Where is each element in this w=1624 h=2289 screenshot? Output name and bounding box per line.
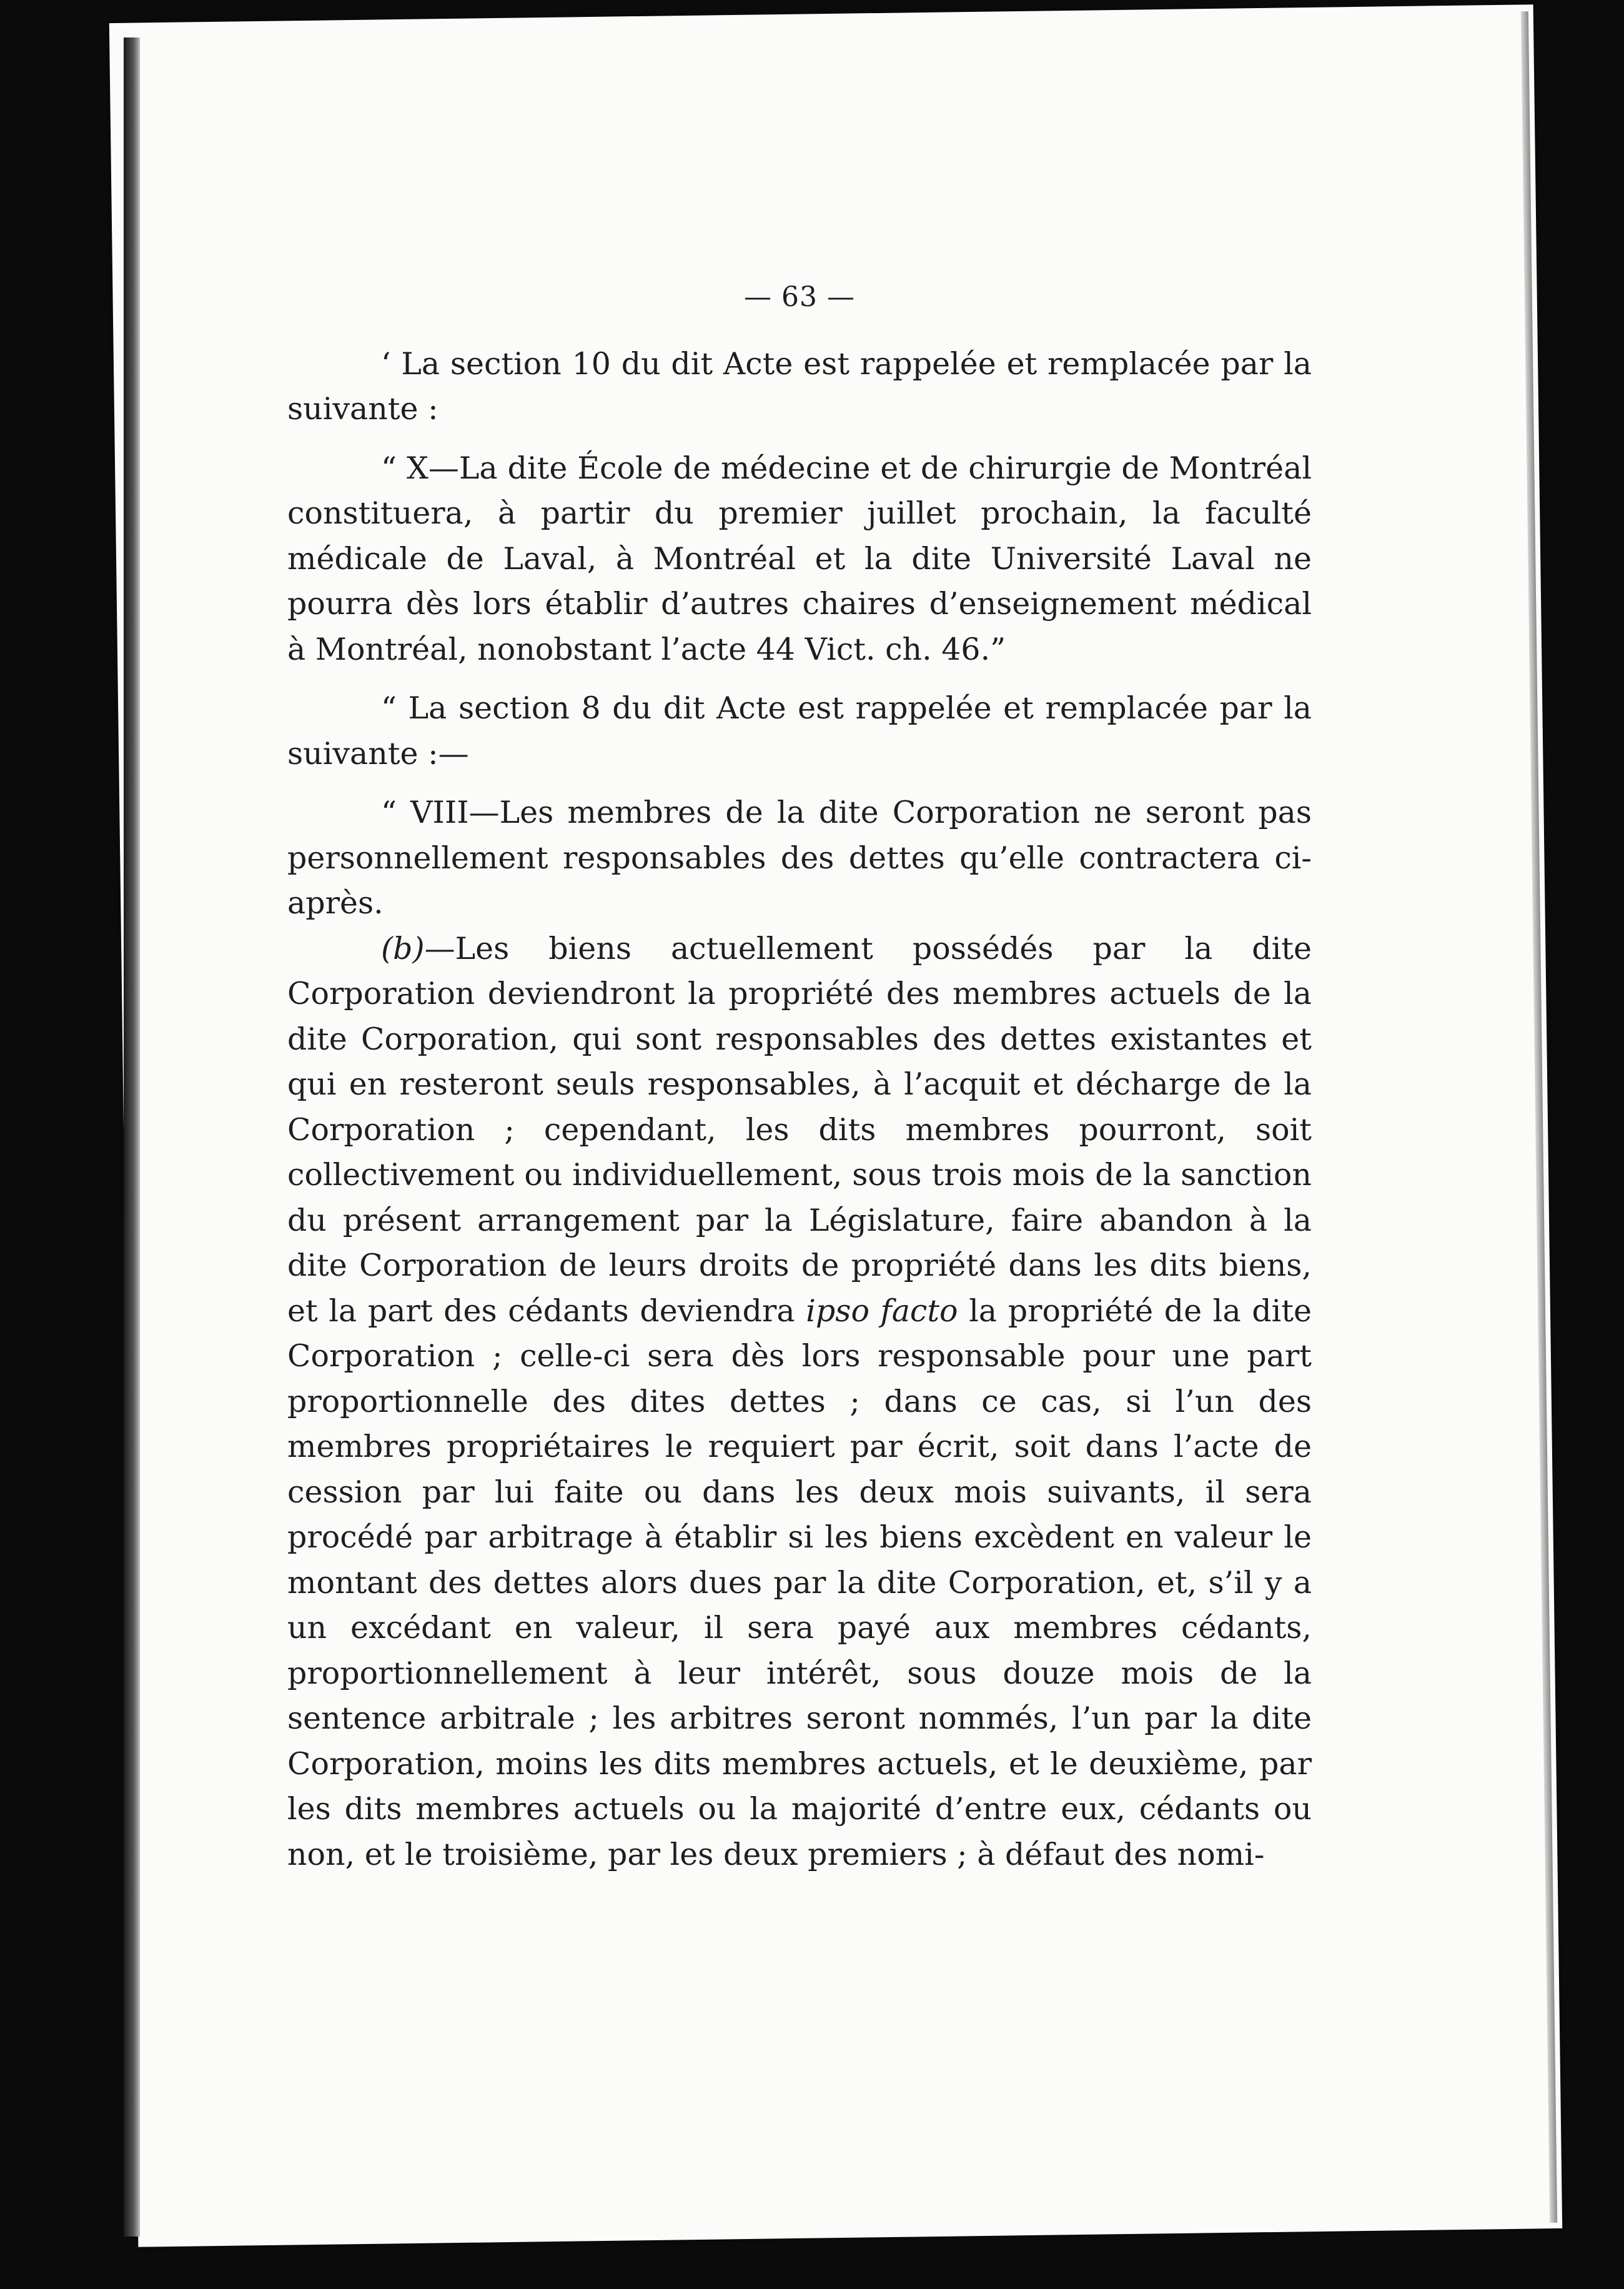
page-text-block (287, 275, 1312, 1891)
paragraph-article-x: “ X—La dite École de médecine et de chirurgie de Montréal constituera, à partir du premier juillet prochain, la faculté médicale de Laval, à Montréal et la dite Université Laval ne pourra dès lors établir d’autres chaires d’enseignement médical à Montréal, nonobstant l’acte 44 Vict. ch. 46.” (287, 450, 1312, 667)
paragraph-section-8: “ La section 8 du dit Acte est rappelée et remplacée par la suivante :— (287, 690, 1312, 772)
page-number: — 63 — (744, 281, 855, 313)
book-gutter (124, 37, 140, 2237)
paragraph-b-text-start: —Les biens actuellement possédés par la dite Corporation deviendront la propriété des membres actuels de la dite Corporation, qui sont responsables des dettes existantes et qui en resteront seuls responsables, à l’acquit et décharge de la Corporation ; cependant, les dits membres pourront, soit collectivement ou individuellement, sous trois mois de la sanction du présent arrangement par la Législature, faire abandon à la dite Corporation de leurs droits de propriété dans les dits biens, et la part des cédants deviendra (287, 930, 1312, 1329)
paragraph-b-text-end: la propriété de la dite Corporation ; celle-ci sera dès lors responsable pour une part proportionnelle des dites dettes ; dans ce cas, si l’un des membres propriétaires le requiert par écrit, soit dans l’acte de cession par lui faite ou dans les deux mois suivants, il sera procédé par arbitrage à établir si les biens excèdent en valeur le montant des dettes alors dues par la dite Corporation, et, s’il y a un excédant en valeur, il sera payé aux membres cédants, proportionnellement à leur intérêt, sous douze mois de la sentence arbitrale ; les arbitres seront nommés, l’un par la dite Corporation, moins les dits membres actuels, et le deuxième, par les dits membres actuels ou la majorité d’entre eux, cédants ou non, et le troisième, par les deux premiers ; à défaut des nomi- (287, 1293, 1312, 1872)
paragraph-b (287, 926, 1312, 1878)
paragraph-b-label: (b) (381, 930, 425, 966)
paragraph-b-italic-term: ipso facto (806, 1293, 958, 1329)
paragraph-article-viii: “ VIII—Les membres de la dite Corporation ne seront pas personnellement responsables des dettes qu’elle contractera ci-après. (287, 795, 1312, 921)
paragraph-section-10: ‘ La section 10 du dit Acte est rappelée et remplacée par la suivante : (287, 345, 1312, 427)
